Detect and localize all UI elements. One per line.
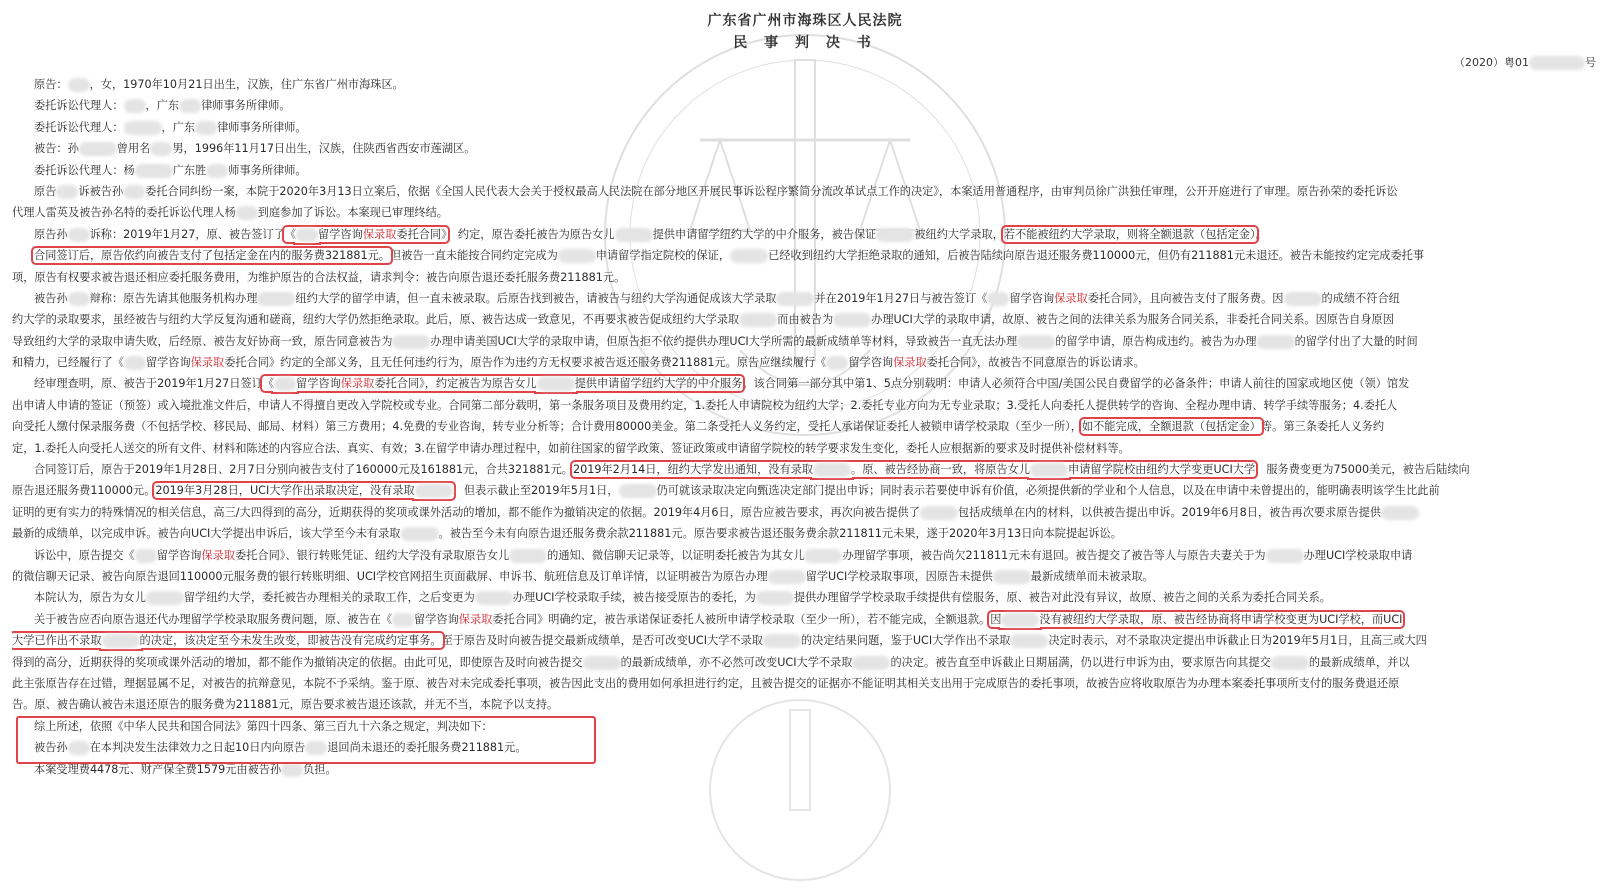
highlight-box: 若不能被纽约大学录取，则将全额退款（包括定金） — [1003, 227, 1256, 241]
highlight-box: 合同签订后，原告依约向被告支付了包括定金在内的服务费321881元。 — [34, 249, 390, 263]
party-plaintiff-agent-1: 委托诉讼代理人： ，广东 律师事务所律师。 — [34, 99, 291, 113]
court-opinion: 本院认为，原告为女儿 留学纽约大学，委托被告办理相关的录取工作，之后变更为 办理UCI学校录取手续，被告接受原告的委托，为 提供办理留学学校录取手续提供有偿服务，原、被告对此没有异议，故原、被告之间的关系为委托合同关系。 — [34, 591, 1331, 605]
court-name: 广东省广州市海珠区人民法院 — [707, 13, 903, 29]
case-number: （2020）粤01 号 — [1454, 56, 1596, 69]
highlight-box: 2019年2月14日，纽约大学发出通知，没有录取 。原、被告经协商一致，将原告女儿 申请留学院校由纽约大学变更UCI大学 — [573, 463, 1256, 477]
defendant-defense: 被告孙 辩称：原告先请其他服务机构办理 纽约大学的留学申请，但一直未被录取。后原告找到被告，请被告与纽约大学沟通促成该大学录取 并在2019年1月27日与被告签订《 留学咨询保录取委托合同》，且向被告支付了服务费。因 的成绩不符合纽 — [34, 291, 1400, 305]
judgment-body: 原告： ，女，1970年10月21日出生，汉族，住广东省广州市海珠区。 委托诉讼代理人： ，广东 律师事务所律师。 委托诉讼代理人： ，广东 律师事务所律师。 被告：孙 曾用名 男，1996年11月17日出生，汉族，住陕西省西安市莲湖区。 委托诉讼代理人：杨 广东胜 师事务所律师。 原告 诉被告孙 委托合同纠纷一案，本院于2020年3月13日立案后，依据《全国人民代表大会关于授权最高人民法院在部分地区开展民事诉讼程序繁简分流改革试点工作的决定》，本案适用普通程序，由审判员徐广洪独任审理，公开开庭进行了审理。原告孙荣的委托诉讼 代理人雷英及被告孙名特的委托诉讼代理人杨 到庭参加了诉讼。本案现已审理终结。 原告孙 诉称：2019年1月27，原、被告签订了《 留学咨询保录取委托合同》，约定，原告委托被告为原告女儿 提供申请留学纽约大学的中介服务，被告保证 被纽约大学录取，若不能被纽约大学录取，则将全额退款（包括定金）。 合同签订后，原告依约向被告支付了包括定金在内的服务费321881元。但被告一直未能按合同约定完成为 申请留学指定院校的保证， 已经收到纽约大学拒绝录取的通知，后被告陆续向原告退还服务费110000元，但仍有211881元未退还。被告未能按约定完成委托事 项，原告有权要求被告退还相应委托服务费用，为维护原告的合法权益，请求判令：被告向原告退还委托服务费211881元。 被告孙 辩称：原告先请其他服务机构办理 纽约大学的留学申请，但一直未被录取。后原告找到被告，请被告与纽约大学沟通促成该大学录取 并在2019年1月27日与被告签订《 留学咨询保录取委托合同》，且向被告支付了服务费。因 的成绩不符合纽 约大学的录取要求，虽经被告与纽约大学反复沟通和磋商，纽约大学仍然拒绝录取。此后，原、被告达成一致意见，不再要求被告促成纽约大学录取 而由被告为 办理UCI大学的录取申请，故原、被告之间的法律关系为服务合同关系，非委托合同关系。因原告自身原因 导致纽约大学的录取申请失败，后经原、被告友好协商一致，原告同意被告为 办理申请美国UCI大学的录取申请，但原告拒不依约提供办理UCI大学所需的最新成绩单等材料，导致被告一直无法办理 的留学申请，原告构成违约。被告为办理 的留学付出了大量的时间 和精力，已经履行了《 留学咨询保录取委托合同》约定的全部义务，且无任何违约行为，原告作为违约方无权要求被告返还服务费211881元。原告应继续履行《 留学咨询保录取委托合同》，故被告不同意原告的诉讼请求。 经审理查明，原、被告于2019年1月27日签订《 留学咨询保录取委托合同》，约定被告为原告女儿 提供申请留学纽约大学的中介服务。该合同第一部分其中第1、5点分别载明：申请人必须符合中国/美国公民自费留学的必备条件；申请人前往的国家或地区使（领）馆发 出申请人申请的签证（预签）或入境批准文件后，申请人不得擅自更改入学院校或专业。合同第二部分载明，第一条服务项目及费用约定，1.委托人申请院校为纽约大学；2.委托专业方向为无专业录取；3.受托人向委托人提供转学的咨询、全程办理申请、转学手续等服务；4.委托人 向受托人缴付保录服务费（不包括学校、移民局、邮局、材料）第三方费用；4.免费的专业咨询，转专业分析等；合计费用80000美金。第二条受托人义务约定，受托人承诺保证委托人被锁申请学校录取（至少一所），如不能完成，全额退款（包括定金）等。第三条委托人义务约 定，1.委托人向受托人送交的所有文件、材料和陈述的内容应合法、真实、有效；3.在留学申请办理过程中，如前往国家的留学政策、签证政策或申请留学院校的转学要求发生变化，委托人应根据新的要求及时提供补偿材料等。 合同签订后，原告于2019年1月28日、2月7日分别向被告支付了160000元及161881元，合共321881元。2019年2月14日，纽约大学发出通知，没有录取 。原、被告经协商一致，将原告女儿 申请留学院校由纽约大学变更UCI大学，服务费变更为75000美元，被告后陆续向 原告退还服务费110000元。2019年3月28日，UCI大学作出录取决定，没有录取 ，但表示截止至2019年5月1日， 仍可就该录取决定向甄选决定部门提出申诉；同时表示若要使申诉有价值，必须提供新的学业和个人信息，以及在申请中未曾提出的，能明确表明该学生比此前 证明的更有实力的特殊情况的相关信息，高三/大四得到的高分，近期获得的奖项或课外活动的增加，都不能作为撤销决定的依据。2019年4月6日，原告应被告要求，再次向被告提供了 包括成绩单在内的材料，以供被告提出申诉。2019年6月8日，被告再次要求原告提供 最新的成绩单，以完成申诉。被告向UCI大学提出申诉后，该大学至今未有录取 。被告至今未有向原告退还服务费余款211881元。原告要求被告退还服务费余款211811元未果，遂于2020年3月13日向本院提起诉讼。 诉讼中，原告提交《 留学咨询保录取委托合同》、银行转账凭证、纽约大学没有录取原告女儿 的通知、微信聊天记录等，以证明委托被告为其女儿 办理留学事项，被告尚欠211811元未有退回。被告提交了被告等人与原告夫妻关于为 办理UCI学校录取申请 的微信聊天记录、被告向原告退回110000元服务费的银行转账明细、UCI学校官网招生页面截屏、申诉书、航班信息及订单详情，以证明被告为原告办理 留学UCI学校录取事项，因原告未提供 最新成绩单而未被录取。 本院认为，原告为女儿 留学纽约大学，委托被告办理相关的录取工作，之后变更为 办理UCI学校录取手续，被告接受原告的委托，为 提供办理留学学校录取手续提供有偿服务，原、被告对此没有异议，故原、被告之间的关系为委托合同关系。 关于被告应否向原告退还代办理留学学校录取服务费问题，原、被告在《 留学咨询保录取委托合同》明确约定，被告承诺保证委托人被所申请学校录取（至少一所），若不能完成，全额退款。因 没有被纽约大学录取，原、被告经协商将申请学校变更为UCI学校，而UCI 大学已作出不录取 的决定，该决定至今未发生改变，即被告没有完成约定事务。至于原告及时向被告提交最新成绩单，是否可改变UCI大学不录取 的决定结果问题，鉴于UCI大学作出不录取 决定时表示，对不录取决定提出申诉截止日为2019年5月1日，且高三或大四 得到的高分，近期获得的奖项或课外活动的增加，都不能作为撤销决定的依据。由此可见，即使原告及时向被告提交 的最新成绩单，亦不必然可改变UCI大学不录取 的决定。被告直至申诉截止日期届满，仍以进行申诉为由，要求原告向其提交 的最新成绩单，并以 此主张原告存在过错，理据显属不足，对被告的抗辩意见，本院不予采纳。鉴于原、被告对未完成委托事项，被告因此支出的费用如何承担进行约定，且被告提交的证据亦不能证明其相关支出用于完成原告的委托事项，故被告应将收取原告为办理本案委托事项所支付的服务费退还原 告。原、被告确认被告未退还原告的服务费为211881元，原告要求被告退还该款，并无不当，本院予以支持。 综上所述，依照《中华人民共和国合同法》第四十四条、第三百九十六条之规定，判决如下： 被告孙 在本判决发生法律效力之日起10日内向原告 退回尚未退还的委托服务费211881元。 本案受理费4478元、财产保全费1579元由被告孙 负担。 — [12, 74, 1598, 780]
verdict-line-1: 被告孙 在本判决发生法律效力之日起10日内向原告 退回尚未退还的委托服务费211881元。 — [34, 741, 527, 755]
redaction — [1529, 56, 1585, 70]
highlight-box: 大学已作出不录取 的决定，该决定至今未发生改变，即被告没有完成约定事务。 — [12, 634, 442, 648]
party-plaintiff-agent-2: 委托诉讼代理人： ，广东 律师事务所律师。 — [34, 120, 307, 134]
party-defendant: 被告：孙 曾用名 男，1996年11月17日出生，汉族，住陕西省西安市莲湖区。 — [34, 142, 476, 156]
legal-basis: 综上所述，依照《中华人民共和国合同法》第四十四条、第三百九十六条之规定，判决如下： — [34, 719, 493, 733]
refund-analysis: 关于被告应否向原告退还代办理留学学校录取服务费问题，原、被告在《 留学咨询保录取委托合同》明确约定，被告承诺保证委托人被所申请学校录取（至少一所），若不能完成，全额退款。因 没有被纽约大学录取，原、被告经协商将申请学校变更为UCI学校，而UCI — [34, 612, 1403, 626]
highlight-box: 如不能完成，全额退款（包括定金） — [1081, 420, 1261, 434]
highlight-box: 《 留学咨询保录取委托合同》 — [284, 227, 447, 241]
highlight-box: 《 留学咨询保录取委托合同》，约定被告为原告女儿 提供申请留学纽约大学的中介服务 — [262, 377, 743, 391]
party-defendant-agent: 委托诉讼代理人：杨 广东胜 师事务所律师。 — [34, 163, 307, 177]
case-intro: 原告 诉被告孙 委托合同纠纷一案，本院于2020年3月13日立案后，依据《全国人民代表大会关于授权最高人民法院在部分地区开展民事诉讼程序繁简分流改革试点工作的决定》，本案适用普通程序，由审判员徐广洪独任审理，公开开庭进行了审理。原告孙荣的委托诉讼 — [34, 184, 1398, 198]
verdict-highlight-box — [16, 716, 596, 764]
highlight-box: 因 没有被纽约大学录取，原、被告经协商将申请学校变更为UCI学校，而UCI — [990, 612, 1403, 626]
facts-found: 经审理查明，原、被告于2019年1月27日签订《 留学咨询保录取委托合同》，约定被告为原告女儿 提供申请留学纽约大学的中介服务。该合同第一部分其中第1、5点分别载明：申请人必须符合中国/美国公民自费留学的必备条件；申请人前往的国家或地区使（领）馆发 — [34, 377, 1410, 391]
party-plaintiff: 原告： ，女，1970年10月21日出生，汉族，住广东省广州市海珠区。 — [34, 78, 404, 91]
document-type: 民 事 判 决 书 — [733, 35, 877, 51]
highlight-box: 2019年3月28日，UCI大学作出录取决定，没有录取 — [155, 484, 452, 497]
payment-facts: 合同签订后，原告于2019年1月28日、2月7日分别向被告支付了160000元及161881元，合共321881元。2019年2月14日，纽约大学发出通知，没有录取 。原、被告经协商一致，将原告女儿 申请留学院校由纽约大学变更UCI大学，服务费变更为75000美元，被告后陆续向 — [34, 463, 1470, 477]
verdict-line-2: 本案受理费4478元、财产保全费1579元由被告孙 负担。 — [34, 762, 337, 776]
plaintiff-claim: 原告孙 诉称：2019年1月27，原、被告签订了《 留学咨询保录取委托合同》，约定，原告委托被告为原告女儿 提供申请留学纽约大学的中介服务，被告保证 被纽约大学录取，若不能被纽约大学录取，则将全额退款（包括定金）。 — [34, 227, 1267, 241]
evidence: 诉讼中，原告提交《 留学咨询保录取委托合同》、银行转账凭证、纽约大学没有录取原告女儿 的通知、微信聊天记录等，以证明委托被告为其女儿 办理留学事项，被告尚欠211811元未有退回。被告提交了被告等人与原告夫妻关于为 办理UCI学校录取申请 — [34, 548, 1413, 562]
